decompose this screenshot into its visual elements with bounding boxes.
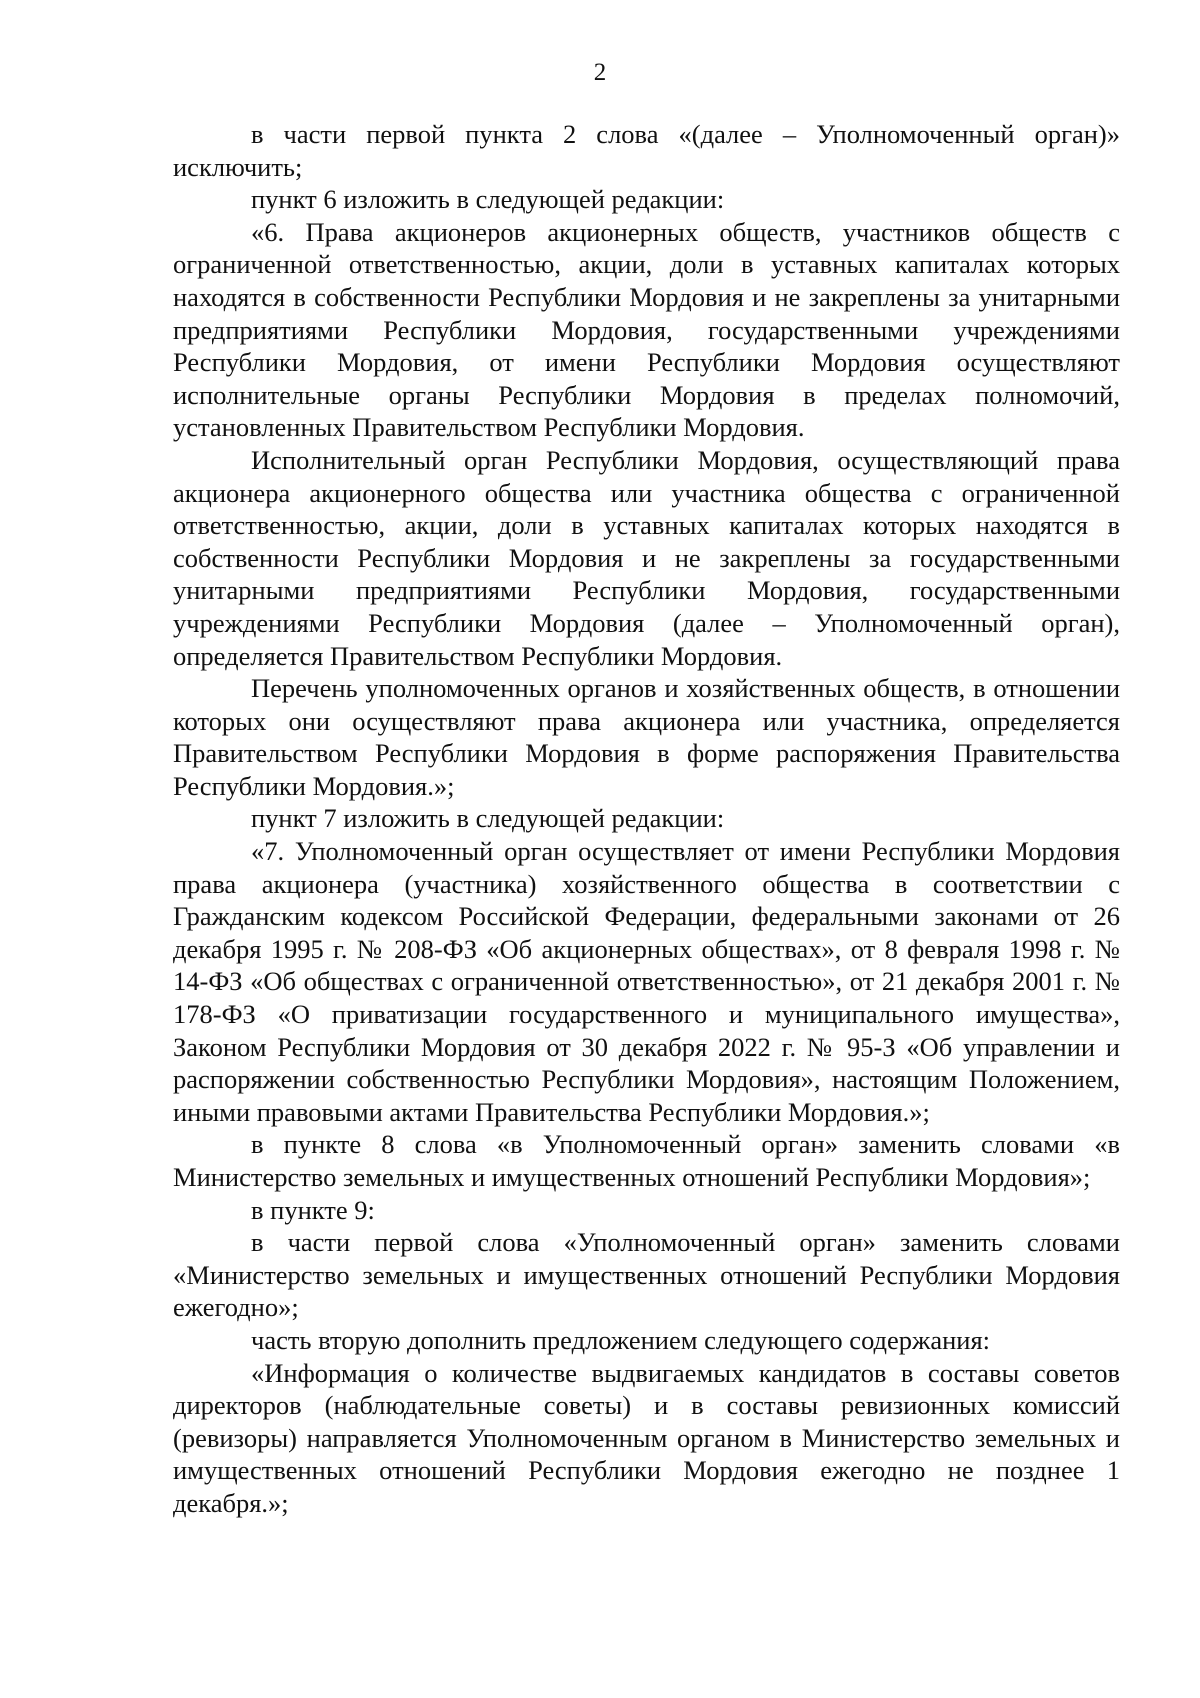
paragraph-4: Исполнительный орган Республики Мордовия, осуществляющий права акционера акционерного общества или участника общества с ограниченной ответственностью, акции, доли в уставных капиталах которых находятся в собственности Республики Мордовия и не закреплены за государственными унитарными предприятиями Республики Мордовия, государственными учреждениями Республики Мордовия (далее – Уполномоченный орган), определяется Правительством Республики Мордовия. bbox=[173, 444, 1120, 671]
page-number: 2 bbox=[593, 59, 607, 86]
paragraph-7: «7. Уполномоченный орган осуществляет от имени Республики Мордовия права акционера (участника) хозяйственного общества в соответствии с Гражданским кодексом Российской Федерации, федеральными законами от 26 декабря 1995 г. № 208-ФЗ «Об акционерных обществах», от 8 февраля 1998 г. № 14-ФЗ «Об обществах с ограниченной ответственностью», от 21 декабря 2001 г. № 178-ФЗ «О приватизации государственного и муниципального имущества», Законом Республики Мордовия от 30 декабря 2022 г. № 95-З «Об управлении и распоряжении собственностью Республики Мордовия», настоящим Положением, иными правовыми актами Правительства Республики Мордовия.»; bbox=[173, 836, 1120, 1127]
paragraph-2: пункт 6 изложить в следующей редакции: bbox=[251, 184, 725, 215]
paragraph-10: в части первой слова «Уполномоченный орган» заменить словами «Министерство земельных и имущественных отношений Республики Мордовия ежегодно»; bbox=[173, 1227, 1120, 1323]
paragraph-6: пункт 7 изложить в следующей редакции: bbox=[251, 803, 725, 834]
paragraph-8: в пункте 8 слова «в Уполномоченный орган» заменить словами «в Министерство земельных и имущественных отношений Республики Мордовия»; bbox=[173, 1129, 1120, 1192]
document-body bbox=[173, 118, 1120, 1520]
paragraph-3: «6. Права акционеров акционерных обществ, участников обществ с ограниченной ответственностью, акции, доли в уставных капиталах которых находятся в собственности Республики Мордовия и не закреплены за унитарными предприятиями Республики Мордовия, государственными учреждениями Республики Мордовия, от имени Республики Мордовия осуществляют исполнительные органы Республики Мордовия в пределах полномочий, установленных Правительством Республики Мордовия. bbox=[173, 216, 1120, 443]
paragraph-5: Перечень уполномоченных органов и хозяйственных обществ, в отношении которых они осуществляют права акционера или участника, определяется Правительством Республики Мордовия в форме распоряжения Правительства Республики Мордовия.»; bbox=[173, 673, 1120, 801]
paragraph-11: часть вторую дополнить предложением следующего содержания: bbox=[251, 1324, 991, 1355]
paragraph-9: в пункте 9: bbox=[251, 1194, 375, 1225]
paragraph-1: в части первой пункта 2 слова «(далее – Уполномоченный орган)» исключить; bbox=[173, 119, 1120, 182]
paragraph-12: «Информация о количестве выдвигаемых кандидатов в составы советов директоров (наблюдательные советы) и в составы ревизионных комиссий (ревизоры) направляется Уполномоченным органом в Министерство земельных и имущественных отношений Республики Мордовия ежегодно не позднее 1 декабря.»; bbox=[173, 1357, 1120, 1518]
